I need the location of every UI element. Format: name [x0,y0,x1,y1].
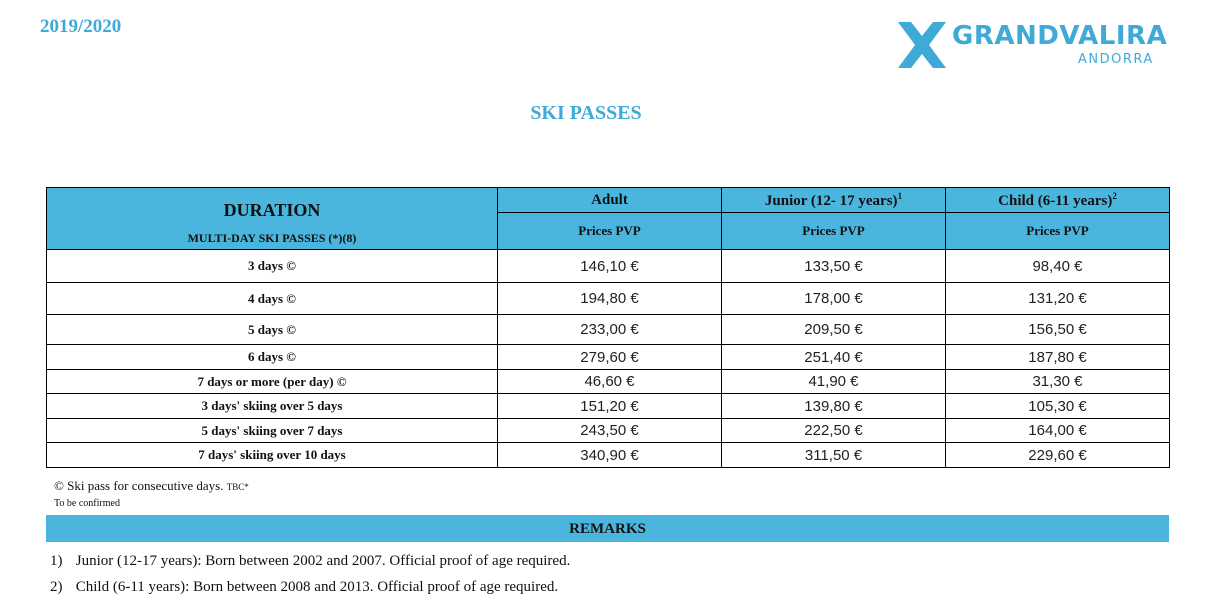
price-adult: 243,50 € [498,419,722,443]
table-row [47,443,1170,468]
table-row [47,370,1170,394]
price-child: 229,60 € [946,443,1170,468]
duration-title: DURATION [223,200,321,220]
duration-header [47,188,498,250]
logo-subtitle: ANDORRA [1078,52,1154,67]
row-label: 7 days or more (per day) © [47,370,498,394]
duration-subtitle: MULTI-DAY SKI PASSES (*)(8) [187,231,357,245]
price-adult: 279,60 € [498,345,722,370]
price-adult: 146,10 € [498,250,722,283]
row-label: 6 days © [47,345,498,370]
column-label: Junior (12- 17 years) [764,192,898,209]
row-label: 5 days' skiing over 7 days [47,419,498,443]
price-junior: 139,80 € [722,394,946,419]
tbc-mark: TBC* [226,482,249,492]
page-title: SKI PASSES [530,102,642,124]
row-label: 3 days © [47,250,498,283]
price-junior: 178,00 € [722,283,946,315]
table-row [47,315,1170,345]
price-adult: 46,60 € [498,370,722,394]
column-label: Child (6-11 years) [998,192,1113,209]
price-adult: 340,90 € [498,443,722,468]
table-row [47,283,1170,315]
ski-pass-price-table [46,187,1170,468]
price-child: 105,30 € [946,394,1170,419]
row-label: 7 days' skiing over 10 days [47,443,498,468]
remark-text: Child (6-11 years): Born between 2008 and 2013. Official proof of age required. [75,579,559,595]
price-child: 156,50 € [946,315,1170,345]
price-child: 131,20 € [946,283,1170,315]
logo-name: GRANDVALIRA [952,21,1168,51]
footnote-marker: 2 [1112,190,1117,201]
remark-number: 1) [50,553,63,569]
column-subheader: Prices PVP [722,213,946,250]
x-logo-icon [898,22,946,68]
table-row [47,250,1170,283]
price-junior: 41,90 € [722,370,946,394]
price-child: 98,40 € [946,250,1170,283]
price-child: 31,30 € [946,370,1170,394]
remark-number: 2) [50,579,63,595]
column-subheader: Prices PVP [498,213,722,250]
remark-item [50,579,558,596]
consecutive-note-text: © Ski pass for consecutive days. [54,478,224,493]
remark-item [50,553,570,570]
price-junior: 133,50 € [722,250,946,283]
column-subheader: Prices PVP [946,213,1170,250]
row-label: 3 days' skiing over 5 days [47,394,498,419]
remarks-header: REMARKS [46,515,1169,542]
column-header-child [946,188,1170,213]
price-adult: 151,20 € [498,394,722,419]
row-label: 4 days © [47,283,498,315]
column-header-junior [722,188,946,213]
column-header-adult [498,188,722,213]
grandvalira-logo [898,20,1168,74]
price-junior: 209,50 € [722,315,946,345]
footnote-marker: 1 [897,190,903,201]
price-child: 164,00 € [946,419,1170,443]
tbc-note: To be confirmed [54,498,120,509]
table-row [47,345,1170,370]
row-label: 5 days © [47,315,498,345]
column-label: Adult [591,191,628,208]
price-junior: 311,50 € [722,443,946,468]
price-junior: 222,50 € [722,419,946,443]
price-child: 187,80 € [946,345,1170,370]
price-adult: 194,80 € [498,283,722,315]
price-adult: 233,00 € [498,315,722,345]
table-row [47,419,1170,443]
season-label: 2019/2020 [40,16,122,37]
remark-text: Junior (12-17 years): Born between 2002 and 2007. Official proof of age required. [75,553,571,569]
price-junior: 251,40 € [722,345,946,370]
table-row [47,394,1170,419]
consecutive-days-note [54,478,249,494]
